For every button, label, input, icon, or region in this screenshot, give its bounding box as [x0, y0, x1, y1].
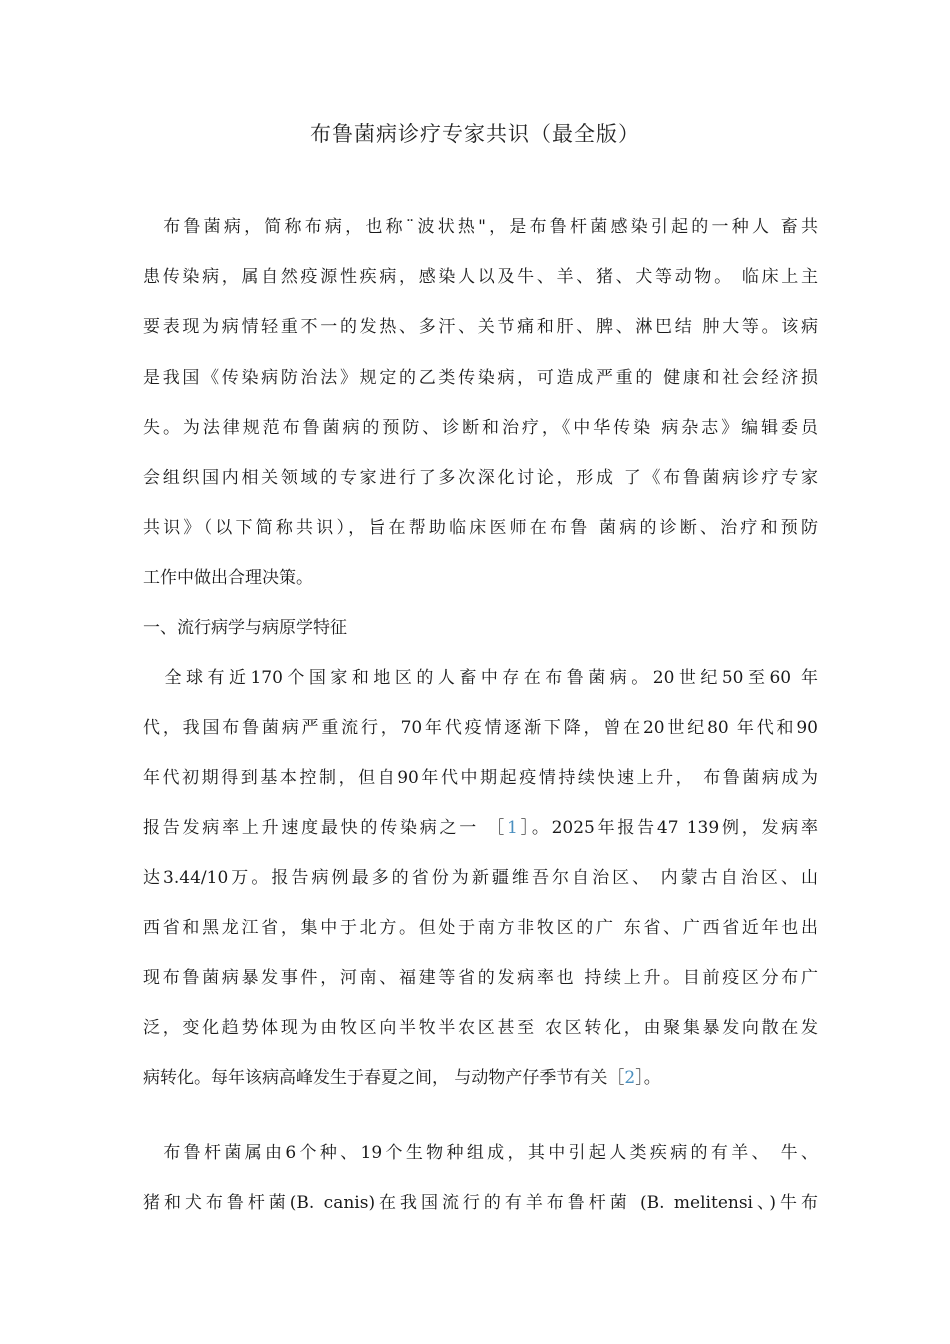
citation-link[interactable]: 1 — [506, 818, 518, 838]
paragraph-line: 现布鲁菌病暴发事件，河南、福建等省的发病率也 持续上升。目前疫区分布广 — [143, 968, 818, 988]
paragraph-line: 布鲁菌病，简称布病，也称¨波状热"，是布鲁杆菌感染引起的一种人 畜共 — [143, 217, 818, 237]
paragraph-line: 西省和黑龙江省，集中于北方。但处于南方非牧区的广 东省、广西省近年也出 — [143, 918, 818, 938]
paragraph-line: 达3.44/10万。报告病例最多的省份为新疆维吾尔自治区、 内蒙古自治区、山 — [143, 868, 818, 888]
paragraph-line: 工作中做出合理决策。 — [143, 568, 313, 588]
citation-link[interactable]: 2 — [624, 1068, 636, 1088]
section-heading: 一、流行病学与病原学特征 — [143, 618, 347, 638]
paragraph-line: 是我国《传染病防治法》规定的乙类传染病，可造成严重的 健康和社会经济损 — [143, 368, 818, 388]
paragraph-line: 共识》（以下简称共识），旨在帮助临床医师在布鲁 菌病的诊断、治疗和预防 — [143, 518, 818, 538]
paragraph-line: 泛，变化趋势体现为由牧区向半牧半农区甚至 农区转化，由聚集暴发向散在发 — [143, 1018, 818, 1038]
paragraph-line: 失。为法律规范布鲁菌病的预防、诊断和治疗，《中华传染 病杂志》编辑委员 — [143, 418, 818, 438]
paragraph-line: 要表现为病情轻重不一的发热、多汗、关节痛和肝、脾、淋巴结 肿大等。该病 — [143, 317, 818, 337]
paragraph-line: 年代初期得到基本控制，但自90年代中期起疫情持续快速上升， 布鲁菌病成为 — [143, 768, 818, 788]
paragraph-line: 猪和犬布鲁杆菌(B. canis)在我国流行的有羊布鲁杆菌 (B. melitensi、)牛布 — [143, 1193, 818, 1213]
paragraph-line: 报告发病率上升速度最快的传染病之一 ［1］。2025年报告47 139例，发病率 — [143, 818, 819, 838]
paragraph-line: 会组织国内相关领域的专家进行了多次深化讨论，形成 了《布鲁菌病诊疗专家 — [143, 468, 818, 488]
paragraph-line: 布鲁杆菌属由6个种、19个生物种组成，其中引起人类疾病的有羊、 牛、 — [143, 1143, 818, 1163]
paragraph-line: 病转化。每年该病高峰发生于春夏之间， 与动物产仔季节有关［2］。 — [143, 1068, 661, 1088]
paragraph-line: 代，我国布鲁菌病严重流行，70年代疫情逐渐下降，曾在20世纪80 年代和90 — [143, 718, 818, 738]
document-title: 布鲁菌病诊疗专家共识（最全版） — [310, 122, 640, 146]
paragraph-line: 患传染病，属自然疫源性疾病，感染人以及牛、羊、猪、犬等动物。 临床上主 — [143, 267, 818, 287]
paragraph-line: 全球有近170个国家和地区的人畜中存在布鲁菌病。20世纪50至60 年 — [143, 668, 818, 688]
